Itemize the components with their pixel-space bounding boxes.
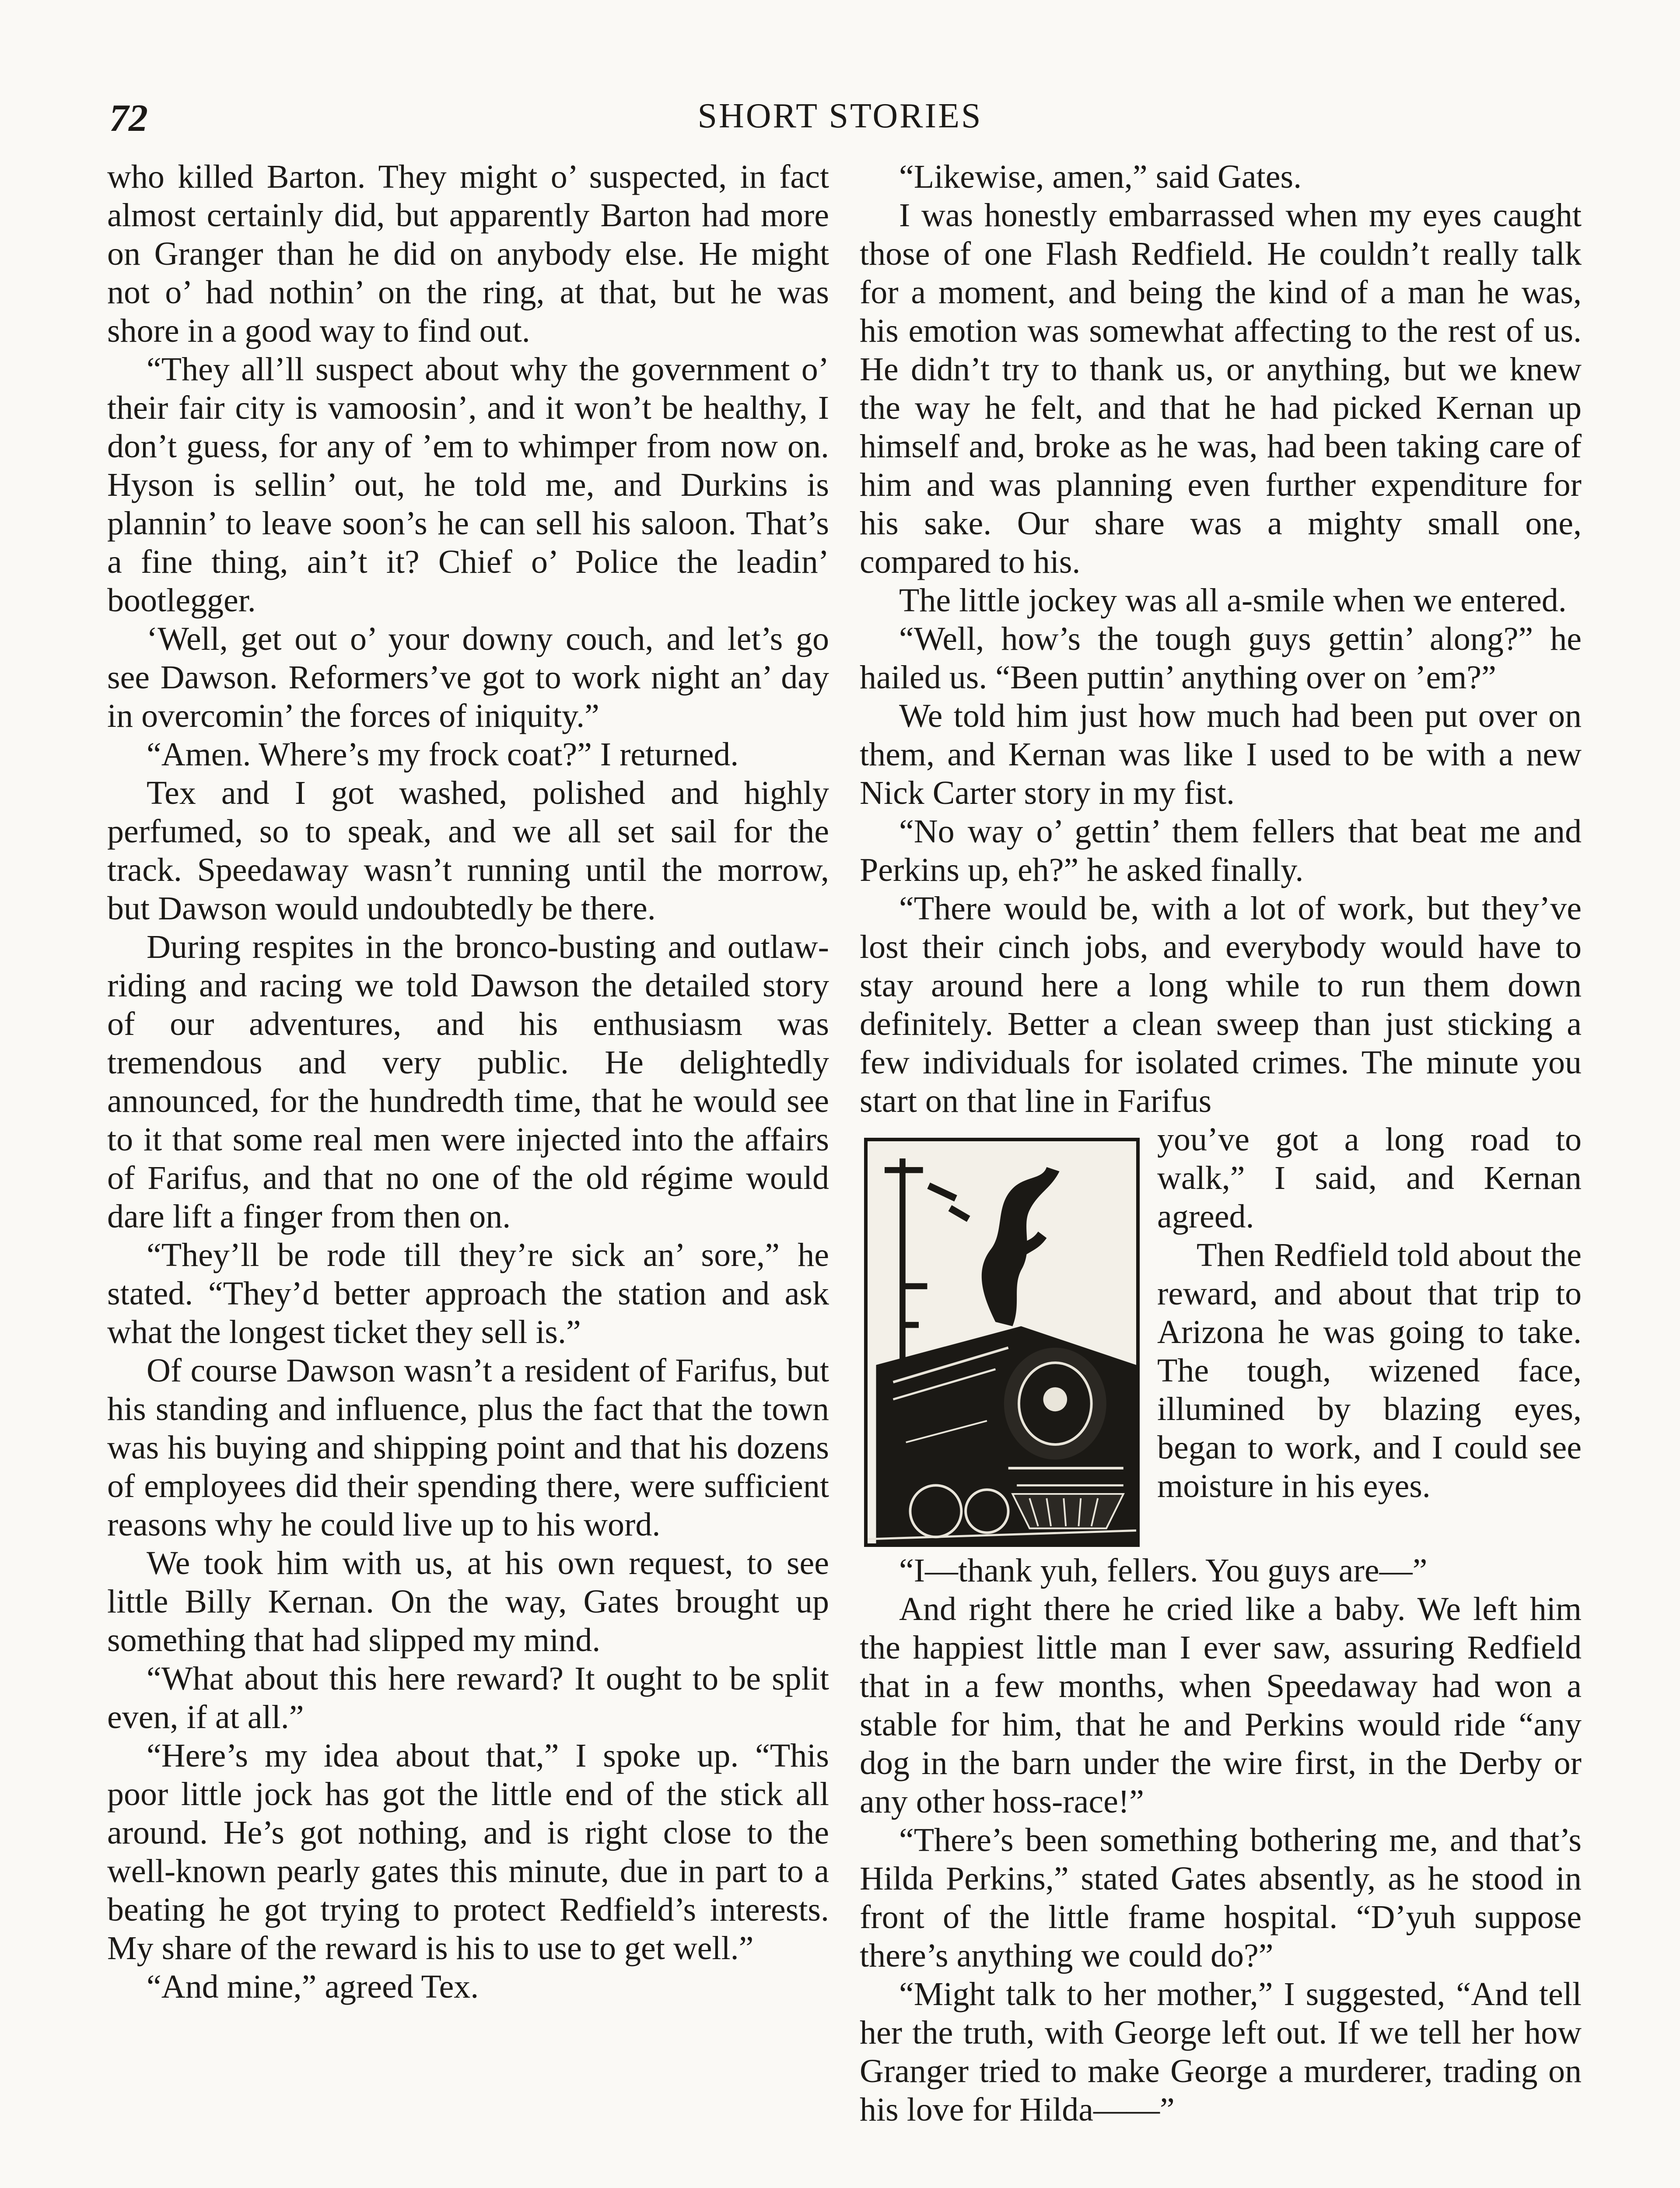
paragraph: “Likewise, amen,” said Gates. [899, 158, 1302, 195]
paragraph: “What about this here reward? It ought to be split even, if at all.” [107, 1660, 829, 1736]
page-number: 72 [109, 97, 148, 140]
train-woodcut-icon [868, 1141, 1136, 1543]
paragraph: “There’s been something bothering me, and that’s Hilda Perkins,” stated Gates absently, as he stood in front of the little frame hospital. “D’yuh suppose there’s anything we could do?” [860, 1822, 1582, 1974]
right-column [860, 158, 1582, 2129]
paragraph: We took him with us, at his own request, to see little Billy Kernan. On the way, Gates brought up something that had slipped my mind. [107, 1545, 829, 1659]
paragraph: “I—thank yuh, fellers. You guys are—” [899, 1552, 1428, 1589]
paragraph: “They’ll be rode till they’re sick an’ sore,” he stated. “They’d better approach the station and ask what the longest ticket they sell is.” [107, 1237, 829, 1350]
paragraph: We told him just how much had been put over on them, and Kernan was like I used to be with a new Nick Carter story in my fist. [860, 698, 1582, 811]
paragraph: “Here’s my idea about that,” I spoke up. “This poor little jock has got the little end of the stick all around. He’s got nothing, and is right close to the well-known pearly gates this minute, due in part to a beating he got trying to protect Redfield’s interests. My share of the reward is his to use to get well.” [107, 1737, 829, 1967]
page-header [105, 96, 1575, 149]
paragraph: “There would be, with a lot of work, but they’ve lost their cinch jobs, and everybody would have to stay around here a long while to run them down definitely. Better a clean sweep than just sticking a few individuals for isolated crimes. The minute you start on that line in Farifus [860, 890, 1582, 1119]
paragraph: Of course Dawson wasn’t a resident of Farifus, but his standing and influence, plus the fact that the town was his buying and shipping point and that his dozens of employees did their spending there, were sufficient reasons why he could live up to his word. [107, 1352, 829, 1543]
left-column [107, 158, 829, 2006]
paragraph: “No way o’ gettin’ them fellers that beat me and Perkins up, eh?” he asked finally. [860, 813, 1582, 888]
paragraph: I was honestly embarrassed when my eyes caught those of one Flash Redfield. He couldn’t really talk for a moment, and being the kind of a man he was, his emotion was somewhat affecting to the rest of us. He didn’t try to thank us, or anything, but we knew the way he felt, and that he had picked Kernan up himself and, broke as he was, had been taking care of him and was planning even further expenditure for his sake. Our share was a mighty small one, compared to his. [860, 197, 1582, 580]
paragraph: “Amen. Where’s my frock coat?” I returned. [147, 736, 739, 773]
paragraph: ‘Well, get out o’ your downy couch, and let’s go see Dawson. Reformers’ve got to work night an’ day in overcomin’ the forces of iniquity.” [107, 621, 829, 734]
paragraph: “They all’ll suspect about why the government o’ their fair city is vamoosin’, and it won’t be healthy, I don’t guess, for any of ’em to whimper from now on. Hyson is sellin’ out, he told me, and Durkins is plannin’ to leave soon’s he can sell his saloon. That’s a fine thing, ain’t it? Chief o’ Police the leadin’ bootlegger. [107, 351, 829, 619]
paragraph: “Well, how’s the tough guys gettin’ along?” he hailed us. “Been puttin’ anything over on ’em?” [860, 621, 1582, 696]
paragraph: And right there he cried like a baby. We left him the happiest little man I ever saw, assuring Redfield that in a few months, when Speedaway had won a stable for him, that he and Perkins would ride “any dog in the barn under the wire first, in the Derby or any other hoss-race!” [860, 1591, 1582, 1820]
train-woodcut-illustration [864, 1138, 1140, 1547]
paragraph: Then Redfield told about the reward, and about that trip to Arizona he was going to take. The tough, wizened face, illumined by blazing eyes, began to work, and I could see moisture in his eyes. [1157, 1237, 1582, 1504]
paragraph: “And mine,” agreed Tex. [147, 1968, 479, 2005]
running-title: SHORT STORIES [697, 97, 983, 135]
paragraph: During respites in the bronco-busting and outlaw-riding and racing we told Dawson the detailed story of our adventures, and his enthusiasm was tremendous and very public. He delightedly announced, for the hundredth time, that he would see to it that some real men were injected into the affairs of Farifus, and that no one of the old régime would dare lift a finger from then on. [107, 929, 829, 1235]
paragraph: who killed Barton. They might o’ suspected, in fact almost certainly did, but apparently Barton had more on Granger than he did on anybody else. He might not o’ had nothin’ on the ring, at that, but he was shore in a good way to find out. [107, 158, 829, 349]
paragraph: The little jockey was all a-smile when we entered. [899, 582, 1567, 619]
paragraph: you’ve got a long road to walk,” I said, and Kernan agreed. [1157, 1121, 1582, 1235]
paragraph: “Might talk to her mother,” I suggested, “And tell her the truth, with George left out. If we tell her how Granger tried to make George a murderer, trading on his love for Hilda——” [860, 1976, 1582, 2128]
paragraph: Tex and I got washed, polished and highly perfumed, so to speak, and we all set sail for the track. Speedaway wasn’t running until the morrow, but Dawson would undoubtedly be there. [107, 775, 829, 927]
